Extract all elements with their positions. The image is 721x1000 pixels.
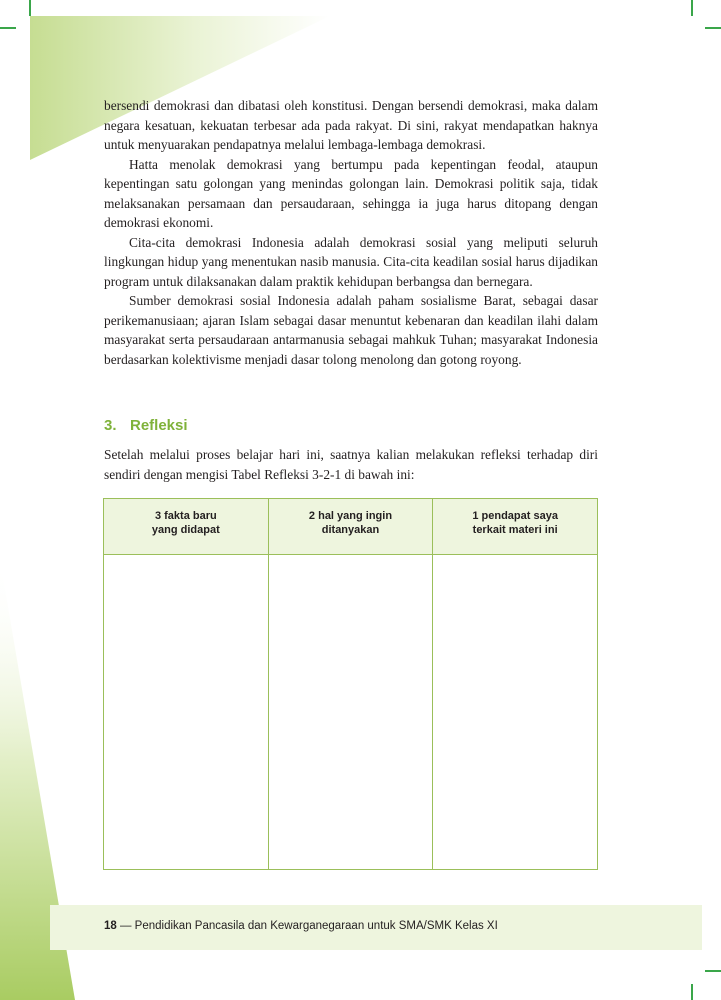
header-line: yang didapat bbox=[151, 524, 220, 536]
section-number: 3. bbox=[104, 417, 117, 434]
answer-cell[interactable] bbox=[433, 555, 598, 870]
header-line: terkait materi ini bbox=[472, 524, 558, 536]
intro-paragraph: Setelah melalui proses belajar hari ini, saatnya kalian melakukan refleksi terhadap diri sendiri dengan mengisi Tabel Refleksi 3-2-1 di bawah ini: bbox=[104, 447, 598, 482]
header-line: ditanyakan bbox=[321, 524, 380, 536]
paragraph: bersendi demokrasi dan dibatasi oleh konstitusi. Dengan bersendi demokrasi, maka dalam negara kesatuan, kekuatan terbesar ada pada rakyat. Di sini, rakyat mendapatkan haknya untuk menyuarakan pendapatnya melalui lembaga-lembaga demokrasi. bbox=[104, 98, 598, 152]
paragraph: Sumber demokrasi sosial Indonesia adalah paham sosialisme Barat, sebagai dasar perikemanusiaan; ajaran Islam sebagai dasar menuntut kebenaran dan keadilan ilahi dalam masyarakat serta persaudaraan antarmanusia sebagai mahkuk Tuhan; masyarakat Indonesia berdasarkan kolektivisme menjadi dasar tolong menolong dan gotong royong. bbox=[104, 293, 598, 367]
table-row bbox=[104, 555, 598, 870]
table-header-cell bbox=[268, 499, 433, 555]
footer-text: — Pendidikan Pancasila dan Kewarganegaraan untuk SMA/SMK Kelas XI bbox=[116, 920, 498, 932]
section-intro bbox=[104, 445, 598, 484]
answer-cell[interactable] bbox=[104, 555, 269, 870]
body-text bbox=[104, 96, 598, 369]
section-heading bbox=[104, 417, 188, 434]
paragraph: Hatta menolak demokrasi yang bertumpu pada kepentingan feodal, ataupun kepentingan satu golongan yang menindas golongan lain. Demokrasi politik saja, tidak melaksanakan persamaan dan persaudaraan, sehingga ia juga harus ditopang dengan demokrasi ekonomi. bbox=[104, 156, 598, 230]
section-title: Refleksi bbox=[130, 417, 188, 434]
header-line: 2 hal yang ingin bbox=[308, 510, 393, 522]
reflection-table bbox=[103, 498, 598, 870]
header-line: 1 pendapat saya bbox=[472, 510, 558, 522]
paragraph: Cita-cita demokrasi Indonesia adalah demokrasi sosial yang meliputi seluruh lingkungan hidup yang menentukan nasib manusia. Cita-cita keadilan sosial harus dijadikan program untuk dilaksanakan dalam praktik kehidupan berbangsa dan bernegara. bbox=[104, 234, 598, 289]
header-line: 3 fakta baru bbox=[154, 510, 217, 522]
table-header-row bbox=[104, 499, 598, 555]
table-header-cell bbox=[104, 499, 269, 555]
page-number: 18 bbox=[104, 920, 117, 932]
table-header-cell bbox=[433, 499, 598, 555]
page-footer bbox=[104, 920, 498, 932]
answer-cell[interactable] bbox=[268, 555, 433, 870]
